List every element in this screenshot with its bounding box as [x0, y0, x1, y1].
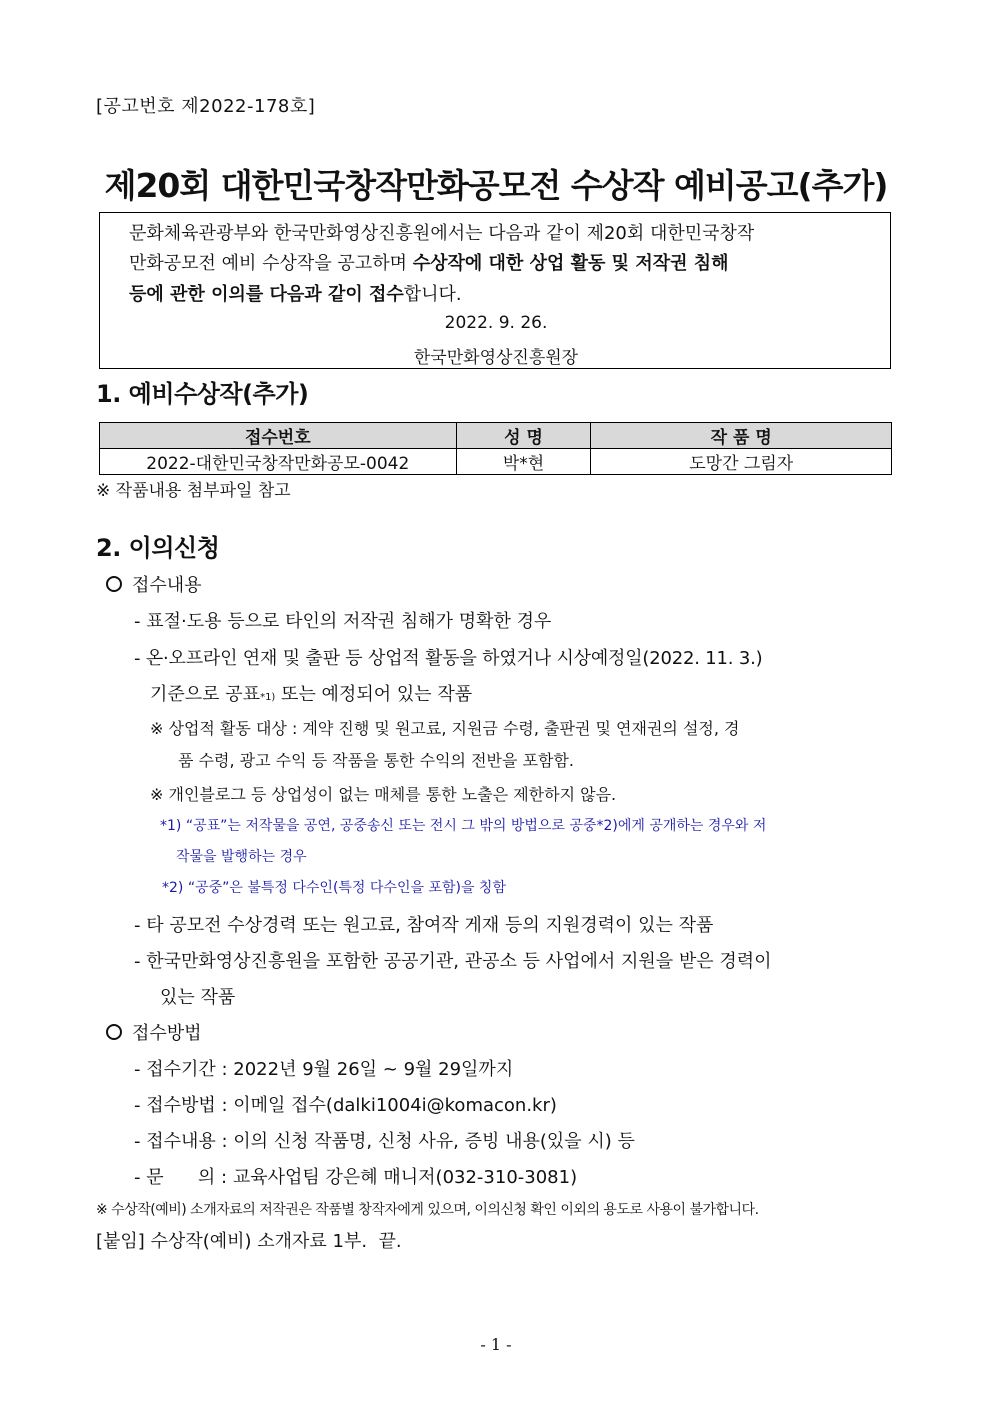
content-item-4-line-1: - 한국만화영상진흥원을 포함한 공공기관, 관공소 등 사업에서 지원을 받은 경력이: [134, 951, 772, 972]
award-table: [99, 422, 892, 475]
content-item-2-line-1: - 온·오프라인 연재 및 출판 등 상업적 활동을 하였거나 시상예정일(2022. 11. 3.): [134, 648, 763, 669]
content-item-3: - 타 공모전 수상경력 또는 원고료, 참여작 게재 등의 지원경력이 있는 작품: [134, 915, 714, 936]
circle-bullet-icon: [106, 1024, 122, 1040]
footnote-2: *2) “공중”은 불특정 다수인(특정 다수인을 포함)을 칭함: [162, 880, 506, 896]
intro-line-2-plain: 만화공모전 예비 수상작을 공고하며: [129, 253, 413, 274]
content-item-4-line-2: 있는 작품: [160, 987, 236, 1008]
method-subhead: [106, 1019, 202, 1045]
notice-number: [공고번호 제2022-178호]: [96, 96, 316, 117]
footnote-1-line-2: 작물을 발행하는 경우: [176, 849, 307, 865]
method-item-2: - 접수방법 : 이메일 접수(dalki1004i@komacon.kr): [134, 1095, 557, 1116]
section-1-heading: 1. 예비수상작(추가): [96, 380, 309, 408]
circle-bullet-icon: [106, 576, 122, 592]
footnote-marker-1: *1): [260, 692, 276, 703]
method-item-4: - 문 의 : 교육사업팀 강은혜 매니저(032-310-3081): [134, 1167, 578, 1188]
content-item-2-line-2: [150, 680, 472, 706]
method-subhead-label: 접수방법: [132, 1023, 202, 1044]
intro-line-2: [129, 249, 729, 275]
intro-line-2-bold: 수상작에 대한 상업 활동 및 저작권 침해: [412, 253, 729, 274]
table-cell: 도망간 그림자: [591, 449, 892, 475]
item-2-text-b: 또는 예정되어 있는 작품: [275, 684, 473, 705]
copyright-note: ※ 수상작(예비) 소개자료의 저작권은 작품별 창작자에게 있으며, 이의신청 확인 이외의 용도로 사용이 불가합니다.: [96, 1202, 759, 1218]
intro-line-3-bold: 등에 관한 이의를 다음과 같이 접수: [129, 284, 404, 305]
content-subhead: [106, 571, 202, 597]
method-item-1: - 접수기간 : 2022년 9월 26일 ~ 9월 29일까지: [134, 1059, 514, 1080]
intro-date: 2022. 9. 26.: [444, 313, 548, 333]
note-1-line-1: ※ 상업적 활동 대상 : 계약 진행 및 원고료, 지원금 수령, 출판권 및 연재권의 설정, 경: [150, 719, 740, 738]
intro-box: [99, 212, 891, 369]
note-1-line-2: 품 수령, 광고 수익 등 작품을 통한 수익의 전반을 포함함.: [178, 751, 574, 770]
section-2-heading: 2. 이의신청: [96, 534, 220, 562]
intro-line-3: [129, 280, 462, 306]
intro-line-1: 문화체육관광부와 한국만화영상진흥원에서는 다음과 같이 제20회 대한민국창작: [129, 223, 755, 244]
footnote-1-line-1: *1) “공표”는 저작물을 공연, 공중송신 또는 전시 그 밖의 방법으로 공중*2)에게 공개하는 경우와 저: [160, 818, 767, 834]
method-item-3: - 접수내용 : 이의 신청 작품명, 신청 사유, 증빙 내용(있을 시) 등: [134, 1131, 635, 1152]
attachment-line: [붙임] 수상작(예비) 소개자료 1부. 끝.: [96, 1231, 402, 1252]
table-header-cell: 작 품 명: [591, 423, 892, 449]
intro-issuer: 한국만화영상진흥원장: [413, 348, 579, 368]
intro-line-3-plain: 합니다.: [403, 284, 462, 305]
table-row: [100, 449, 892, 475]
page-title: 제20회 대한민국창작만화공모전 수상작 예비공고(추가): [104, 166, 888, 205]
section-1-note: ※ 작품내용 첨부파일 참고: [96, 481, 291, 501]
table-header-row: [100, 423, 892, 449]
note-2: ※ 개인블로그 등 상업성이 없는 매체를 통한 노출은 제한하지 않음.: [150, 785, 617, 804]
table-cell: 2022-대한민국창작만화공모-0042: [100, 449, 457, 475]
table-header-cell: 접수번호: [100, 423, 457, 449]
table-cell: 박*현: [456, 449, 591, 475]
item-2-text-a: 기준으로 공표: [150, 684, 261, 705]
content-item-1: - 표절·도용 등으로 타인의 저작권 침해가 명확한 경우: [134, 611, 552, 632]
content-subhead-label: 접수내용: [132, 575, 202, 596]
table-header-cell: 성 명: [456, 423, 591, 449]
page-number: - 1 -: [480, 1335, 512, 1354]
